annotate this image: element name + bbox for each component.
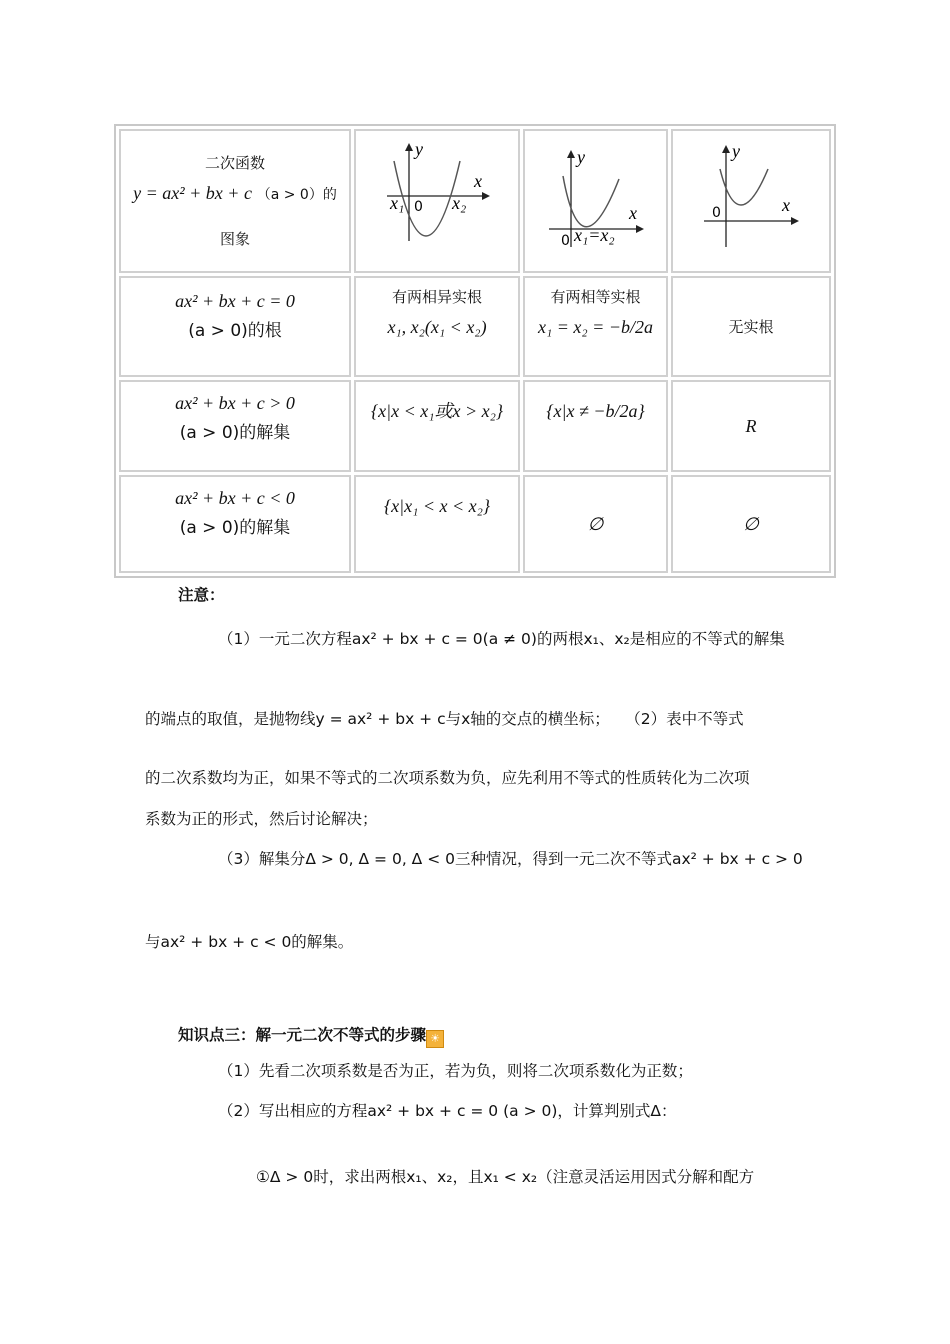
table-row-greater <box>119 380 831 472</box>
cell-less-no-roots <box>671 475 831 573</box>
table-row-less <box>119 475 831 573</box>
step-2-case-1: ①Δ > 0时，求出两根x₁、x₂，且x₁ < x₂（注意灵活运用因式分解和配方 <box>256 1168 755 1186</box>
cell-text <box>121 178 349 210</box>
table-row-roots <box>119 276 831 377</box>
root-x2-label: x₂ <box>452 193 467 213</box>
quadratic-summary-table <box>114 124 836 578</box>
condition: （a > 0）的 <box>256 187 337 203</box>
step-2: （2）写出相应的方程ax² + bx + c = 0 (a > 0)，计算判别式Δ： <box>218 1102 677 1120</box>
x-axis-label: x <box>628 203 637 223</box>
root-x1-label: x₁ <box>390 193 405 213</box>
origin-label: 0 <box>414 199 423 215</box>
step-1: （1）先看二次项系数是否为正，若为负，则将二次项系数化为正数； <box>218 1062 693 1080</box>
table-row-graphs <box>119 129 831 273</box>
parabola-no-roots-graph <box>696 141 806 251</box>
cell-header-roots <box>119 276 351 377</box>
note-paragraph-2a: 的二次系数均为正，如果不等式的二次项系数为负，应先利用不等式的性质转化为二次项 <box>145 769 750 787</box>
cell-two-roots <box>354 276 520 377</box>
origin-label: 0 <box>712 205 721 221</box>
note-title: 注意： <box>178 586 225 604</box>
cell-less-two-roots <box>354 475 520 573</box>
cell-text: 图象 <box>219 230 250 248</box>
cell-text: (a > 0)的根 <box>188 321 282 341</box>
cell-solution-two-roots <box>354 380 520 472</box>
formula: {x|x₁ < x < x₂} <box>383 496 491 516</box>
formula: x₁, x₂(x₁ < x₂) <box>387 317 487 337</box>
cell-text: 有两相异实根 <box>391 288 482 306</box>
formula: x₁ = x₂ = −b/2a <box>538 317 653 337</box>
note-paragraph-1b: 的端点的取值，是抛物线y = ax² + bx + c与x轴的交点的横坐标； （2）表中不等式 <box>145 710 744 728</box>
section3-title <box>178 1023 444 1048</box>
origin-label: 0 <box>560 233 570 249</box>
cell-less-double-root <box>523 475 668 573</box>
x-axis-label: x <box>782 195 790 215</box>
y-axis-label: y <box>415 141 423 159</box>
note-paragraph-1a: （1）一元二次方程ax² + bx + c = 0(a ≠ 0)的两根x₁、x₂是相应的不等式的解集 <box>218 630 785 648</box>
cell-text: (a > 0)的解集 <box>179 423 291 443</box>
formula: ∅ <box>743 513 759 534</box>
formula: ∅ <box>587 513 604 534</box>
section3-title-text: 知识点三：解一元二次不等式的步骤 <box>178 1026 427 1044</box>
cell-solution-double-root <box>523 380 668 472</box>
cell-header-greater <box>119 380 351 472</box>
x-axis-label: x <box>474 171 482 191</box>
sun-folder-icon: ☀ <box>426 1030 444 1048</box>
cell-graph-no-roots <box>671 129 831 273</box>
formula: ax² + bx + c = 0 <box>175 291 295 311</box>
cell-solution-no-roots <box>671 380 831 472</box>
cell-text: 无实根 <box>728 317 774 336</box>
formula: R <box>745 415 757 436</box>
y-axis-label: y <box>576 147 585 167</box>
parabola-two-roots-graph <box>382 141 492 251</box>
formula: ax² + bx + c > 0 <box>175 393 295 413</box>
formula: {x|x < x₁或x > x₂} <box>370 401 504 421</box>
parabola-double-root-graph <box>541 141 651 251</box>
formula: {x|x ≠ −b/2a} <box>546 401 645 421</box>
cell-graph-double-root <box>523 129 668 273</box>
note-paragraph-2b: 系数为正的形式，然后讨论解决； <box>145 810 378 828</box>
y-axis-label: y <box>732 141 740 161</box>
formula: ax² + bx + c < 0 <box>175 488 295 508</box>
cell-no-roots <box>671 276 831 377</box>
cell-header-less <box>119 475 351 573</box>
cell-text: 有两相等实根 <box>550 288 641 306</box>
cell-text: (a > 0)的解集 <box>179 518 291 538</box>
cell-graph-two-roots <box>354 129 520 273</box>
cell-text: 二次函数 <box>204 154 265 172</box>
note-paragraph-3b: 与ax² + bx + c < 0的解集。 <box>145 933 354 951</box>
cell-header-graph <box>119 129 351 273</box>
cell-double-root <box>523 276 668 377</box>
note-paragraph-3a: （3）解集分Δ > 0, Δ = 0, Δ < 0三种情况，得到一元二次不等式ax² + bx + c > 0 <box>218 850 803 868</box>
formula: y = ax² + bx + c <box>133 183 252 203</box>
double-root-label: x₁=x₂ <box>573 225 615 245</box>
